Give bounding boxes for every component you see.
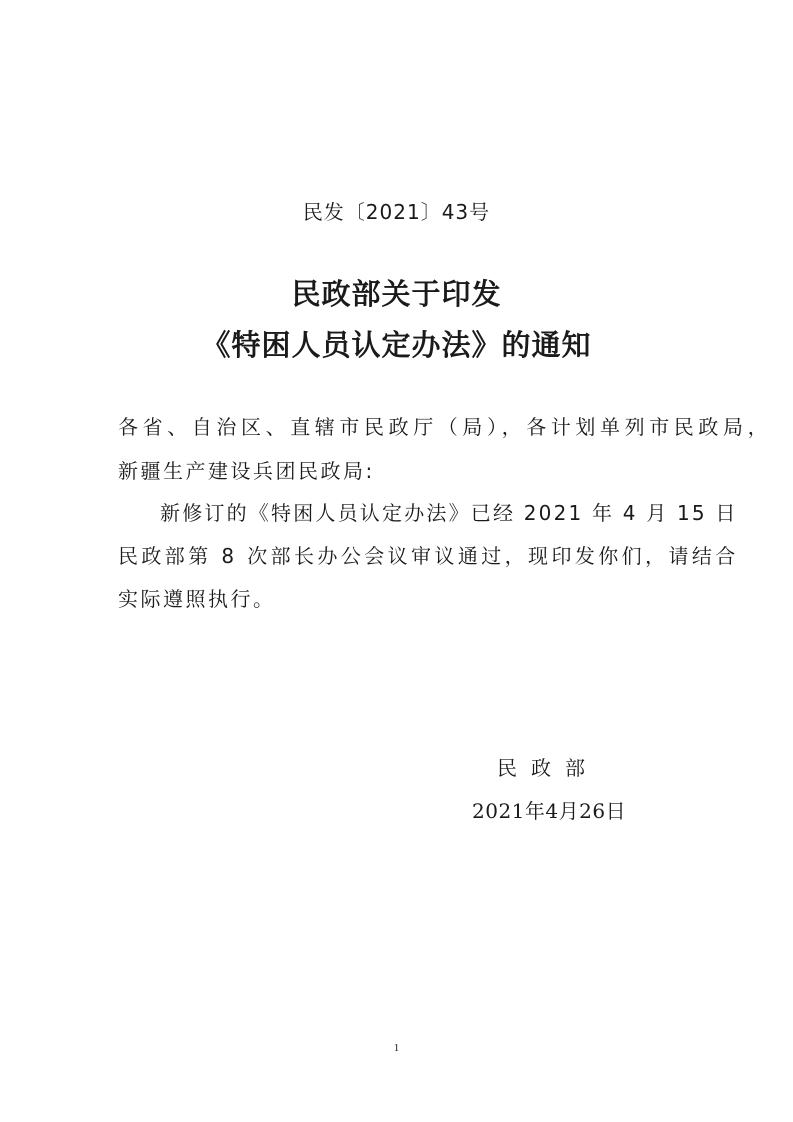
body-paragraph-line-3: 实际遵照执行。	[118, 587, 276, 611]
document-title-line-2: 《特困人员认定办法》的通知	[201, 328, 592, 362]
signature-organization: 民政部	[497, 756, 599, 780]
body-paragraph-line-2: 民政部第 8 次部长办公会议审议通过，现印发你们，请结合	[118, 544, 739, 568]
page-number: 1	[393, 1042, 400, 1054]
signature-date: 2021年4月26日	[472, 799, 627, 823]
document-title-line-1: 民政部关于印发	[291, 277, 502, 311]
recipients-line-1: 各省、自治区、直辖市民政厅（局），各计划单列市民政局，	[118, 415, 773, 439]
recipients-line-2: 新疆生产建设兵团民政局:	[118, 459, 375, 483]
body-paragraph-line-1: 新修订的《特困人员认定办法》已经 2021 年 4 月 15 日	[160, 501, 738, 525]
document-number: 民发〔2021〕43号	[302, 200, 491, 224]
